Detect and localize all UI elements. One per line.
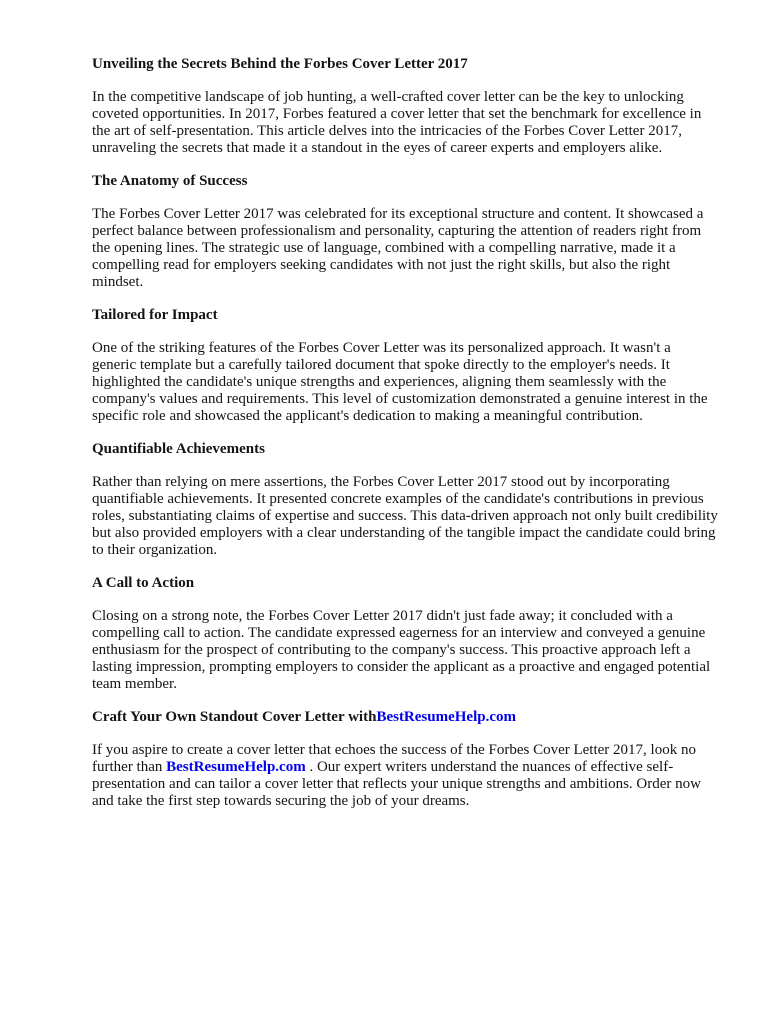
section-heading-anatomy-of-success: The Anatomy of Success — [92, 173, 248, 189]
cta-paragraph-link-bestresumehelp[interactable]: BestResumeHelp.com — [166, 759, 306, 775]
cta-heading-link-bestresumehelp[interactable]: BestResumeHelp.com — [376, 709, 516, 725]
cta-heading — [92, 709, 718, 726]
article-title: Unveiling the Secrets Behind the Forbes Cover Letter 2017 — [92, 56, 468, 72]
cta-paragraph-text-before: If you aspire to create a cover letter that echoes the success of the Forbes Cover Letter 2017, look no further than — [92, 742, 696, 775]
section-paragraph-quantifiable-achievements: Rather than relying on mere assertions, the Forbes Cover Letter 2017 stood out by incorporating quantifiable achievements. It presented concrete examples of the candidate's contributions in previous roles, substantiating claims of expertise and success. This data-driven approach not only built credibility but also provided employers with a clear understanding of the tangible impact the candidate could bring to their organization. — [92, 474, 718, 558]
section-heading-call-to-action: A Call to Action — [92, 575, 195, 591]
section-heading-quantifiable-achievements: Quantifiable Achievements — [92, 441, 265, 457]
cta-paragraph-text-after: . Our expert writers understand the nuances of effective self-presentation and can tailor a cover letter that reflects your unique strengths and ambitions. Order now and take the first step towards securing the job of your dreams. — [92, 759, 701, 809]
section-paragraph-call-to-action: Closing on a strong note, the Forbes Cover Letter 2017 didn't just fade away; it concluded with a compelling call to action. The candidate expressed eagerness for an interview and conveyed a genuine enthusiasm for the prospect of contributing to the company's success. This proactive approach left a lasting impression, prompting employers to consider the applicant as a proactive and engaged potential team member. — [92, 608, 711, 692]
section-paragraph-tailored-for-impact: One of the striking features of the Forbes Cover Letter was its personalized approach. It wasn't a generic template but a carefully tailored document that spoke directly to the employer's needs. It highlighted the candidate's unique strengths and experiences, aligning them seamlessly with the company's values and requirements. This level of customization demonstrated a genuine interest in the specific role and showcased the applicant's dedication to making a meaningful contribution. — [92, 340, 708, 424]
section-heading-tailored-for-impact: Tailored for Impact — [92, 307, 218, 323]
intro-paragraph: In the competitive landscape of job hunting, a well-crafted cover letter can be the key to unlocking coveted opportunities. In 2017, Forbes featured a cover letter that set the benchmark for excellence in the art of self-presentation. This article delves into the intricacies of the Forbes Cover Letter 2017, unraveling the secrets that made it a standout in the eyes of career experts and employers alike. — [92, 89, 702, 156]
cta-paragraph — [92, 742, 718, 810]
cta-heading-text: Craft Your Own Standout Cover Letter with — [92, 709, 377, 725]
section-paragraph-anatomy-of-success: The Forbes Cover Letter 2017 was celebrated for its exceptional structure and content. It showcased a perfect balance between professionalism and personality, capturing the attention of readers right from the opening lines. The strategic use of language, combined with a compelling narrative, made it a compelling read for employers seeking candidates with not just the right skills, but also the right mindset. — [92, 206, 704, 290]
